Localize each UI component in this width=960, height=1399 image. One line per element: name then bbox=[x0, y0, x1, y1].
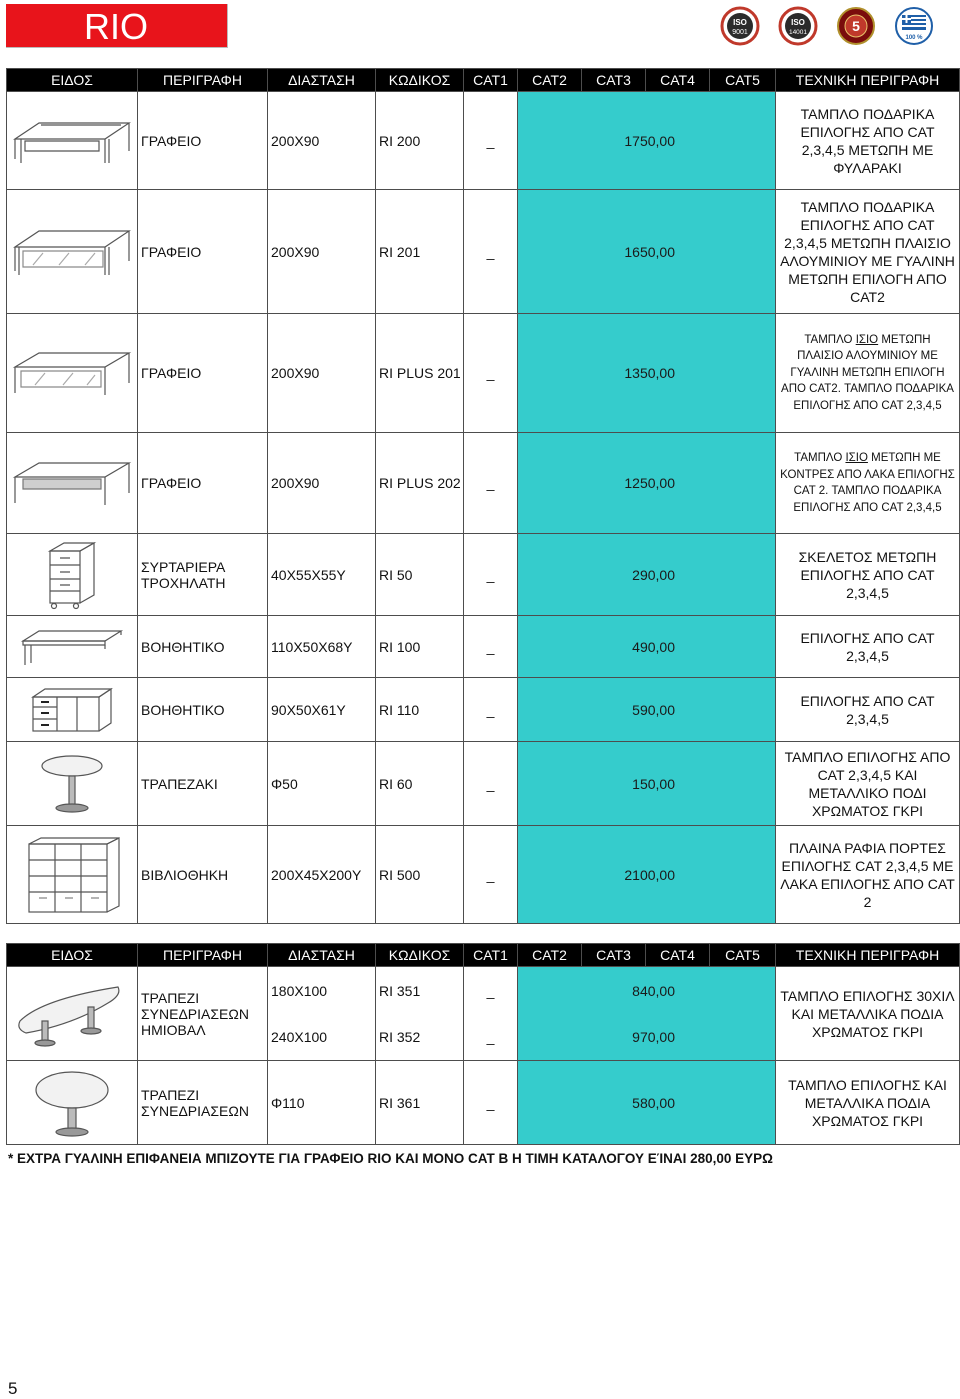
five-year-guarantee-seal-icon bbox=[832, 6, 880, 46]
item-kind: ΓΡΑΦΕΙΟ bbox=[138, 433, 268, 534]
footnote: * ΕΧΤΡΑ ΓΥΑΛΙΝΗ ΕΠΙΦΑΝΕΙΑ ΜΠΙΖΟΥΤΕ ΓΙΑ ΓΡΑΦΕΙΟ RIO ΚΑΙ ΜΟΝΟ CAT B Η ΤΙΜΗ ΚΑΤΑΛΟΓΟΥ ΕΊΝΑΙ 280,00 ΕΥΡΩ bbox=[8, 1151, 773, 1166]
item-price: 290,00 bbox=[518, 534, 776, 616]
text-fragment: ΕΠΙΛΟΓΗΣ ΑΠΟ CAT 2,3,4,5 bbox=[800, 629, 935, 664]
cat1-value: _ bbox=[464, 190, 518, 314]
text-fragment: ΤΑΜΠΛΟ ΕΠΙΛΟΓΗΣ 30ΧΙΛ ΚΑΙ ΜΕΤΑΛΛΙΚΑ ΠΟΔΙΑ ΧΡΩΜΑΤΟΣ ΓΚΡΙ bbox=[780, 987, 955, 1040]
svg-text:9001: 9001 bbox=[732, 29, 748, 36]
text-fragment: ΤΑΜΠΛΟ bbox=[794, 452, 846, 464]
header-cat4: CAT4 bbox=[646, 944, 710, 967]
header-cat4: CAT4 bbox=[646, 69, 710, 92]
product-thumbnail bbox=[7, 616, 138, 678]
technical-description bbox=[776, 190, 960, 314]
item-dimension: Φ110 bbox=[268, 1061, 376, 1145]
item-price: 2100,00 bbox=[518, 826, 776, 924]
cat1-value: _ bbox=[464, 826, 518, 924]
header-cat2: CAT2 bbox=[518, 944, 582, 967]
product-thumbnail bbox=[7, 314, 138, 433]
table-row bbox=[7, 92, 960, 190]
cat1-value: _ bbox=[464, 92, 518, 190]
item-code: RI 50 bbox=[376, 534, 464, 616]
page-number: 5 bbox=[8, 1379, 18, 1398]
price-line: 840,00 bbox=[632, 982, 675, 999]
item-kind: ΓΡΑΦΕΙΟ bbox=[138, 190, 268, 314]
text-fragment: ΠΛΑΙΝΑ ΡΑΦΙΑ ΠΟΡΤΕΣ ΕΠΙΛΟΓΗΣ CAT 2,3,4,5 ΜΕ ΛΑΚΑ ΕΠΙΛΟΓΗΣ ΑΠΟ CAT 2 bbox=[780, 839, 955, 910]
cat1-value: _ bbox=[464, 742, 518, 826]
product-thumbnail bbox=[7, 1061, 138, 1145]
technical-description bbox=[776, 826, 960, 924]
header-description: ΠΕΡΙΓΡΑΦΗ bbox=[138, 944, 268, 967]
header-tech: ΤΕΧΝΙΚΗ ΠΕΡΙΓΡΑΦΗ bbox=[776, 69, 960, 92]
svg-text:100 %: 100 % bbox=[905, 35, 923, 41]
table-header-row bbox=[7, 69, 960, 92]
item-kind: ΒΟΗΘΗΤΙΚΟ bbox=[138, 616, 268, 678]
table-row bbox=[7, 314, 960, 433]
item-dimension: 110Χ50Χ68Υ bbox=[268, 616, 376, 678]
product-thumbnail bbox=[7, 92, 138, 190]
product-thumbnail bbox=[7, 433, 138, 534]
underlined-text: ΙΣΙΟ bbox=[845, 452, 868, 464]
brand-title: RIO bbox=[84, 6, 149, 47]
item-code: RI 361 bbox=[376, 1061, 464, 1145]
product-thumbnail bbox=[7, 967, 138, 1061]
item-dimension: 200Χ90 bbox=[268, 92, 376, 190]
item-kind: ΤΡΑΠΕΖΑΚΙ bbox=[138, 742, 268, 826]
item-code bbox=[376, 967, 464, 1061]
brand-banner bbox=[6, 4, 228, 48]
table-row bbox=[7, 742, 960, 826]
text-fragment: ΤΑΜΠΛΟ ΕΠΙΛΟΓΗΣ ΚΑΙ ΜΕΤΑΛΛΙΚΑ ΠΟΔΙΑ ΧΡΩΜΑΤΟΣ ΓΚΡΙ bbox=[788, 1076, 947, 1129]
item-code: RI 110 bbox=[376, 678, 464, 742]
item-price: 590,00 bbox=[518, 678, 776, 742]
item-dimension: 200Χ90 bbox=[268, 433, 376, 534]
text-fragment: ΜΕΤΩΠΗ ΠΛΑΙΣΙΟ ΑΛΟΥΜΙΝΙΟΥ ΜΕ ΓΥΑΛΙΝΗ ΜΕΤΩΠΗ ΕΠΙΛΟΓΗ ΑΠΟ CAT2. ΤΑΜΠΛΟ ΠΟΔΑΡΙΚΑ ΕΠΙΛΟΓΗΣ ΑΠΟ CAT 2,3,4,5 bbox=[781, 333, 954, 412]
table-row bbox=[7, 826, 960, 924]
product-thumbnail bbox=[7, 190, 138, 314]
dimension-line: 240Χ100 bbox=[271, 1028, 328, 1045]
item-code: RI 201 bbox=[376, 190, 464, 314]
header-dimension: ΔΙΑΣΤΑΣΗ bbox=[268, 944, 376, 967]
header-code: ΚΩΔΙΚΟΣ bbox=[376, 944, 464, 967]
technical-description bbox=[776, 742, 960, 826]
underlined-text: ΙΣΙΟ bbox=[855, 333, 879, 346]
item-price: 580,00 bbox=[518, 1061, 776, 1145]
table-row bbox=[7, 678, 960, 742]
item-dimension: 90Χ50Χ61Υ bbox=[268, 678, 376, 742]
item-kind: ΒΙΒΛΙΟΘΗΚΗ bbox=[138, 826, 268, 924]
item-dimension: 200Χ45Χ200Υ bbox=[268, 826, 376, 924]
side-cabinet-icon bbox=[27, 685, 117, 735]
item-price: 1250,00 bbox=[518, 433, 776, 534]
price-table-conference bbox=[6, 943, 960, 1145]
table-row bbox=[7, 534, 960, 616]
text-fragment: ΤΑΜΠΛΟ ΠΟΔΑΡΙΚΑ ΕΠΙΛΟΓΗΣ ΑΠΟ CAT 2,3,4,5 ΜΕΤΩΠΗ ΜΕ ΦΥΛΑΡΑΚΙ bbox=[800, 105, 935, 176]
table-row bbox=[7, 616, 960, 678]
header-description: ΠΕΡΙΓΡΑΦΗ bbox=[138, 69, 268, 92]
item-dimension: 200Χ90 bbox=[268, 314, 376, 433]
item-price: 1750,00 bbox=[518, 92, 776, 190]
header-cat2: CAT2 bbox=[518, 69, 582, 92]
product-thumbnail bbox=[7, 742, 138, 826]
cat1-value: _ bbox=[464, 1061, 518, 1145]
item-code: RI PLUS 202 bbox=[376, 433, 464, 534]
dimension-line: 180Χ100 bbox=[271, 982, 328, 999]
iso-9001-seal-icon bbox=[716, 6, 764, 46]
header-cat5: CAT5 bbox=[710, 69, 776, 92]
cat1-value: _ bbox=[464, 534, 518, 616]
item-price: 1650,00 bbox=[518, 190, 776, 314]
item-dimension: 200Χ90 bbox=[268, 190, 376, 314]
item-kind: ΒΟΗΘΗΤΙΚΟ bbox=[138, 678, 268, 742]
header-dimension: ΔΙΑΣΤΑΣΗ bbox=[268, 69, 376, 92]
header-cat3: CAT3 bbox=[582, 69, 646, 92]
header-cat1: CAT1 bbox=[464, 69, 518, 92]
technical-description bbox=[776, 678, 960, 742]
made-in-greece-seal-icon bbox=[890, 6, 938, 46]
glass-panel-desk-icon bbox=[9, 221, 135, 283]
price-table-main bbox=[6, 68, 960, 924]
item-kind: ΣΥΡΤΑΡΙΕΡΑ ΤΡΟΧΗΛΑΤΗ bbox=[138, 534, 268, 616]
cat1-value bbox=[464, 967, 518, 1061]
table-row bbox=[7, 190, 960, 314]
header-kind: ΕΙΔΟΣ bbox=[7, 944, 138, 967]
product-thumbnail bbox=[7, 678, 138, 742]
iso-14001-seal-icon bbox=[774, 6, 822, 46]
technical-description bbox=[776, 433, 960, 534]
plus-desk-icon bbox=[9, 455, 135, 511]
item-code: RI 200 bbox=[376, 92, 464, 190]
header-code: ΚΩΔΙΚΟΣ bbox=[376, 69, 464, 92]
table-header-row bbox=[7, 944, 960, 967]
item-code: RI 60 bbox=[376, 742, 464, 826]
text-fragment: ΤΑΜΠΛΟ ΠΟΔΑΡΙΚΑ ΕΠΙΛΟΓΗΣ ΑΠΟ CAT 2,3,4,5 ΜΕΤΩΠΗ ΠΛΑΙΣΙΟ ΑΛΟΥΜΙΝΙΟΥ ΜΕ ΓΥΑΛΙΝΗ ΜΕΤΩΠΗ ΕΠΙΛΟΓΗ ΑΠΟ CAT2 bbox=[780, 198, 955, 305]
technical-description bbox=[776, 616, 960, 678]
svg-text:14001: 14001 bbox=[788, 29, 808, 36]
item-kind: ΤΡΑΠΕΖΙ ΣΥΝΕΔΡΙΑΣΕΩΝ bbox=[138, 1061, 268, 1145]
cat1-value: _ bbox=[464, 678, 518, 742]
round-conference-table-icon bbox=[22, 1066, 122, 1140]
cat1-value: _ bbox=[464, 314, 518, 433]
technical-description bbox=[776, 1061, 960, 1145]
item-price: 1350,00 bbox=[518, 314, 776, 433]
svg-text:ISO: ISO bbox=[791, 18, 805, 27]
item-dimension bbox=[268, 967, 376, 1061]
plus-glass-desk-icon bbox=[9, 343, 135, 403]
technical-description bbox=[776, 534, 960, 616]
text-fragment: ΜΕΤΩΠΗ ΜΕ ΚΟΝΤΡΕΣ ΑΠΟ ΛΑΚΑ ΕΠΙΛΟΓΗΣ CAT 2. ΤΑΜΠΛΟ ΠΟΔΑΡΙΚΑ ΕΠΙΛΟΓΗΣ ΑΠΟ CAT 2,3,4,5 bbox=[780, 452, 955, 514]
item-code: RI 100 bbox=[376, 616, 464, 678]
table-row bbox=[7, 967, 960, 1061]
item-price: 490,00 bbox=[518, 616, 776, 678]
technical-description bbox=[776, 92, 960, 190]
header-cat5: CAT5 bbox=[710, 944, 776, 967]
text-fragment: ΕΠΙΛΟΓΗΣ ΑΠΟ CAT 2,3,4,5 bbox=[800, 692, 935, 727]
text-fragment: ΤΑΜΠΛΟ ΕΠΙΛΟΓΗΣ ΑΠΟ CAT 2,3,4,5 ΚΑΙ ΜΕΤΑΛΛΙΚΟ ΠΟΔΙ ΧΡΩΜΑΤΟΣ ΓΚΡΙ bbox=[784, 748, 951, 819]
item-dimension: Φ50 bbox=[268, 742, 376, 826]
price-line: 970,00 bbox=[632, 1028, 675, 1045]
text-fragment: ΤΑΜΠΛΟ bbox=[804, 333, 856, 346]
item-dimension: 40Χ55Χ55Υ bbox=[268, 534, 376, 616]
cat1-line: _ bbox=[486, 982, 495, 999]
svg-text:ISO: ISO bbox=[733, 18, 747, 27]
round-table-icon bbox=[27, 752, 117, 816]
desk-icon bbox=[9, 111, 135, 171]
item-kind: ΓΡΑΦΕΙΟ bbox=[138, 92, 268, 190]
item-code: RI 500 bbox=[376, 826, 464, 924]
bookcase-icon bbox=[19, 834, 125, 916]
product-thumbnail bbox=[7, 534, 138, 616]
item-kind: ΤΡΑΠΕΖΙ ΣΥΝΕΔΡΙΑΣΕΩΝ ΗΜΙΟΒΑΛ bbox=[138, 967, 268, 1061]
technical-description bbox=[776, 967, 960, 1061]
item-kind: ΓΡΑΦΕΙΟ bbox=[138, 314, 268, 433]
technical-description bbox=[776, 314, 960, 433]
table-row bbox=[7, 1061, 960, 1145]
code-line: RI 351 bbox=[379, 982, 421, 999]
drawer-pedestal-icon bbox=[42, 539, 102, 611]
item-price bbox=[518, 967, 776, 1061]
code-line: RI 352 bbox=[379, 1028, 421, 1045]
side-return-icon bbox=[17, 625, 127, 669]
cat1-value: _ bbox=[464, 616, 518, 678]
product-thumbnail bbox=[7, 826, 138, 924]
svg-text:5: 5 bbox=[852, 18, 860, 34]
boat-shaped-table-icon bbox=[12, 977, 132, 1051]
cat1-line: _ bbox=[486, 1028, 495, 1045]
table-row bbox=[7, 433, 960, 534]
header-cat1: CAT1 bbox=[464, 944, 518, 967]
item-code: RI PLUS 201 bbox=[376, 314, 464, 433]
item-price: 150,00 bbox=[518, 742, 776, 826]
text-fragment: ΣΚΕΛΕΤΟΣ ΜΕΤΩΠΗ ΕΠΙΛΟΓΗΣ ΑΠΟ CAT 2,3,4,5 bbox=[798, 548, 937, 601]
header-kind: ΕΙΔΟΣ bbox=[7, 69, 138, 92]
header-tech: ΤΕΧΝΙΚΗ ΠΕΡΙΓΡΑΦΗ bbox=[776, 944, 960, 967]
certification-seals bbox=[716, 6, 956, 46]
cat1-value: _ bbox=[464, 433, 518, 534]
header-cat3: CAT3 bbox=[582, 944, 646, 967]
